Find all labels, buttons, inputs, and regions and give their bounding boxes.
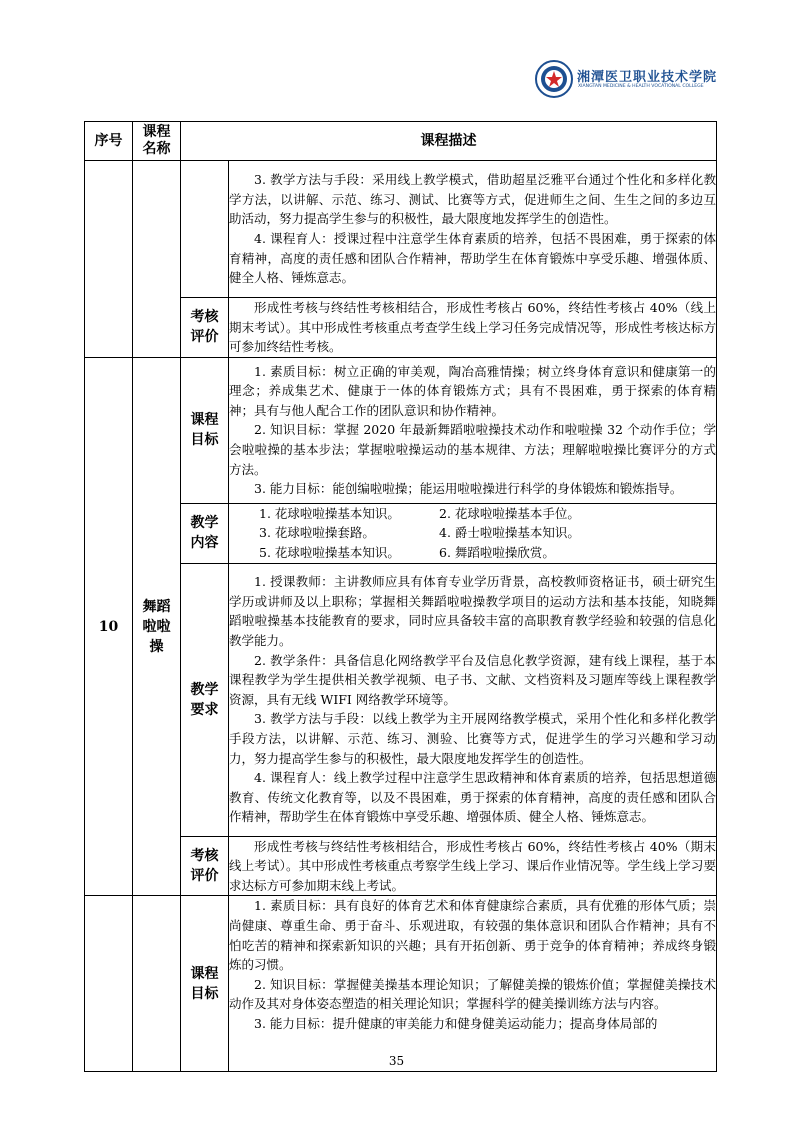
label-line: 考核 [190, 847, 219, 864]
label-line: 目标 [190, 985, 219, 1002]
header-description: 课程描述 [181, 122, 717, 161]
course10-content-list [229, 503, 717, 563]
paragraph: 形成性考核与终结性考核相结合，形成性考核占 60%，终结性考核占 40%（线上期末考试）。其中形成性考核重点考查学生线上学习任务完成情况等，形成性考核达标方可参加终结性考核。 [229, 300, 716, 355]
label-line: 课程 [190, 965, 219, 982]
list-item: 5. 花球啦啦操基本知识。 [259, 544, 400, 560]
header-course-name [133, 122, 181, 161]
list-item: 4. 爵士啦啦操基本知识。 [439, 525, 580, 541]
course10-goal-label [181, 357, 229, 503]
list-item: 1. 花球啦啦操基本知识。 [259, 505, 400, 521]
list-item: 3. 花球啦啦操套路。 [259, 525, 375, 541]
course10-name [133, 357, 181, 896]
header-no: 序号 [85, 122, 133, 161]
next-goal-row [85, 896, 717, 1072]
course-table [84, 121, 717, 1072]
course-name-line: 操 [149, 638, 164, 655]
paragraph: 3. 教学方法与手段：采用线上教学模式，借助超星泛雅平台通过个性化和多样化教学方法，以讲解、示范、练习、测试、比赛等方式，促进师生之间、生生之间的多边互助活动，努力提高学生参与的积极性，最大限度地发挥学生的创造性。 [229, 172, 716, 227]
prev-method-text [229, 161, 717, 298]
paragraph: 3. 教学方法与手段：以线上教学为主开展网络教学模式，采用个性化和多样化教学手段方法，以讲解、示范、练习、测验、比赛等方式，促进学生的学习兴趣和学习动力，努力提高学生参与的积极性，最大限度地发挥学生的创造性。 [229, 711, 716, 766]
prev-method-row [85, 161, 717, 298]
prev-eval-label [181, 298, 229, 358]
course10-content-label [181, 503, 229, 563]
paragraph: 4. 课程育人：授课过程中注意学生体育素质的培养，包括不畏困难，勇于探索的体育精神，高度的责任感和团队合作精神，帮助学生在体育锻炼中享受乐趣、增强体质、健全人格、锤炼意志。 [229, 231, 716, 286]
prev-eval-text [229, 298, 717, 358]
header-course-name-line2: 名称 [142, 141, 171, 157]
next-name-cell [133, 896, 181, 1072]
next-goal-text [229, 896, 717, 1072]
prev-name-cell [133, 161, 181, 358]
course10-goal-row [85, 357, 717, 503]
paragraph: 2. 知识目标：掌握 2020 年最新舞蹈啦啦操技术动作和啦啦操 32 个动作手位；学会啦啦操的基本步法；掌握啦啦操运动的基本规律、方法；理解啦啦操比赛评分的方式方法。 [229, 422, 716, 477]
college-name-en: XIANGTAN MEDICINE & HEALTH VOCATIONAL COLLEGE [578, 84, 704, 89]
course10-req-text [229, 563, 717, 836]
course10-eval-text [229, 836, 717, 896]
page-number: 35 [388, 1054, 405, 1068]
label-line: 评价 [190, 329, 219, 346]
course10-eval-label [181, 836, 229, 896]
course10-goal-text [229, 357, 717, 503]
label-line: 教学 [190, 515, 219, 532]
paragraph: 1. 素质目标：具有良好的体育艺术和体育健康综合素质，具有优雅的形体气质；崇尚健康、尊重生命、勇于奋斗、乐观进取，有较强的集体意识和团队合作精神；具有不怕吃苦的精神和探索新知识的兴趣；具有开拓创新、勇于竞争的体育精神；养成终身锻炼的习惯。 [229, 898, 716, 973]
table-header-row [85, 122, 717, 161]
label-line: 评价 [190, 867, 219, 884]
college-seal-icon [535, 60, 573, 98]
course10-number: 10 [85, 357, 133, 896]
college-name-cn: 湘潭医卫职业技术学院 [577, 70, 718, 85]
paragraph: 2. 教学条件：具备信息化网络教学平台及信息化教学资源，建有线上课程，基于本课程教学为学生提供相关教学视频、电子书、文献、文档资料及习题库等线上课程教学资源，具有无线 WIFI 网络教学环境等。 [229, 652, 716, 707]
paragraph: 2. 知识目标：掌握健美操基本理论知识；了解健美操的锻炼价值；掌握健美操技术动作及其对身体姿态塑造的相关理论知识；掌握科学的健美操训练方法与内容。 [229, 976, 716, 1012]
course10-req-label [181, 563, 229, 836]
next-goal-label [181, 896, 229, 1072]
paragraph: 3. 能力目标：能创编啦啦操；能运用啦啦操进行科学的身体锻炼和锻炼指导。 [254, 481, 683, 497]
paragraph: 形成性考核与终结性考核相结合，形成性考核占 60%，终结性考核占 40%（期末线上考试）。其中形成性考核重点考察学生线上学习、课后作业情况等。学生线上学习要求达标方可参加期末线上考试。 [229, 838, 716, 893]
label-line: 要求 [190, 701, 219, 718]
prev-no-cell [85, 161, 133, 358]
list-item: 6. 舞蹈啦啦操欣赏。 [439, 544, 555, 560]
paragraph: 1. 素质目标：树立正确的审美观，陶冶高雅情操；树立终身体育意识和健康第一的理念；养成集艺术、健康于一体的体育锻炼方式；具有不畏困难，勇于探索的体育精神；具有与他人配合工作的团队意识和协作精神。 [229, 363, 716, 418]
course-name-line: 啦啦 [142, 618, 171, 635]
paragraph: 3. 能力目标：提升健康的审美能力和健身健美运动能力；提高身体局部的 [254, 1015, 658, 1031]
course-name-line: 舞蹈 [142, 598, 171, 615]
paragraph: 1. 授课教师：主讲教师应具有体育专业学历背景，高校教师资格证书，硕士研究生学历或讲师及以上职称；掌握相关舞蹈啦啦操教学项目的运动方法和基本技能，知晓舞蹈啦啦操基本技能教育的要求，同时应具备较丰富的高职教育教学经验和较强的信息化教学能力。 [229, 574, 716, 648]
label-line: 教学 [190, 681, 219, 698]
college-logo [535, 60, 725, 100]
paragraph: 4. 课程育人：线上教学过程中注意学生思政精神和体育素质的培养，包括思想道德教育、传统文化教育等，以及不畏困难，勇于探索的体育精神，高度的责任感和团队合作精神，帮助学生在体育锻炼中享受乐趣、增强体质、健全人格、锤炼意志。 [229, 770, 716, 825]
prev-method-label-cell [181, 161, 229, 298]
label-line: 课程 [190, 412, 219, 429]
label-line: 内容 [190, 535, 219, 552]
label-line: 考核 [190, 309, 219, 326]
list-item: 2. 花球啦啦操基本手位。 [439, 505, 580, 521]
label-line: 目标 [190, 432, 219, 449]
next-no-cell [85, 896, 133, 1072]
header-course-name-line1: 课程 [142, 124, 171, 140]
